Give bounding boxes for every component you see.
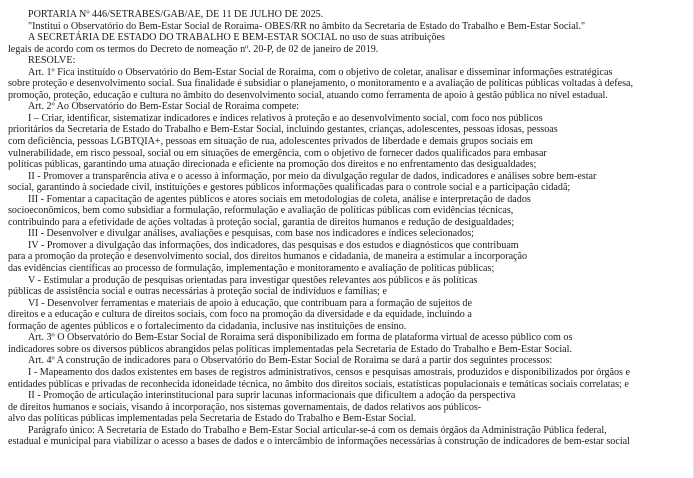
document-line: vulnerabilidade, em risco pessoal, social ou em situações de emergência, com o objetivo de fornecer dados qualificados para embasar [8, 147, 547, 159]
document-line: de direitos humanos e sociais, visando à incorporação, nos sistemas governamentais, de dados relativos aos públicos- [8, 401, 482, 413]
document-line: social, garantindo à sociedade civil, instituições e gestores públicos informações qualificadas para o controle social e a participação cidadã; [8, 182, 571, 194]
document-line: políticas públicas, garantindo uma atuação direcionada e eficiente na promoção dos direitos e no enfrentamento das desigualdades; [8, 159, 537, 171]
document-line: V - Estimular a produção de pesquisas orientadas para investigar questões relevantes aos públicos e às políticas [28, 274, 478, 286]
document-line: contribuindo para a efetividade de ações voltadas à proteção social, garantia de direitos humanos e redução de desigualdades; [8, 216, 515, 228]
document-line: IV - Promover a divulgação das informações, dos indicadores, das pesquisas e dos estudos e diagnósticos que contribuam [28, 239, 519, 251]
document-line: alvo das políticas públicas implementadas pela Secretaria de Estado do Trabalho e Bem-Estar Social. [8, 413, 417, 425]
document-line: direitos e a educação e cultura de direitos sociais, com foco na promoção da diversidade e da equidade, incluindo a [8, 309, 472, 321]
document-line: RESOLVE: [28, 55, 76, 67]
document-line: socioeconômicos, bem como subsidiar a formulação, reformulação e avaliação de políticas públicas com evidências técnicas, [8, 205, 514, 217]
document-line: PORTARIA Nº 446/SETRABES/GAB/AE, DE 11 DE JULHO DE 2025. [28, 9, 324, 20]
document-line: III - Fomentar a capacitação de agentes públicos e atores sociais em metodologias de coleta, análise e interpretação de dados [28, 193, 531, 205]
document-line: "Institui o Observatório do Bem-Estar Social de Roraima- OBES/RR no âmbito da Secretaria de Estado do Trabalho e Bem-Estar Social." [28, 20, 586, 32]
document-line: estadual e municipal para viabilizar o acesso a bases de dados e o intercâmbio de informações necessárias à construção de indicadores de bem-estar social [8, 436, 630, 448]
document-line: Art. 4º A construção de indicadores para o Observatório do Bem-Estar Social de Roraima se dará a partir dos seguintes processos: [28, 355, 553, 367]
document-line: Art. 1º Fica instituído o Observatório do Bem-Estar Social de Roraima, com o objetivo de coletar, analisar e disseminar informações estratégicas [28, 66, 613, 78]
document-line: II - Promoção de articulação interinstitucional para suprir lacunas informacionais que dificultem a adoção da perspectiva [28, 390, 516, 402]
document-line: Art. 3º O Observatório do Bem-Estar Social de Roraima será disponibilizado em forma de plataforma virtual de acesso público com os [28, 332, 573, 344]
document-line: VI - Desenvolver ferramentas e materiais de apoio à educação, que contribuam para a formação de sujeitos de [28, 297, 472, 309]
document-line: para a promoção da proteção e desenvolvimento social, dos direitos humanos e cidadania, de maneira a estimular a incorporação [8, 251, 528, 263]
document-line: Art. 2º Ao Observatório do Bem-Estar Social de Roraima compete: [28, 101, 300, 113]
portaria-document [8, 9, 690, 448]
document-line: sobre proteção e desenvolvimento social. Sua finalidade é subsidiar o planejamento, o monitoramento e a avaliação de políticas públicas voltadas à defesa, [8, 78, 634, 90]
document-line: das evidências científicas ao processo de formulação, implementação e monitoramento e avaliação de políticas públicas; [8, 263, 495, 275]
document-line: III - Desenvolver e divulgar análises, avaliações e pesquisas, com base nos indicadores e índices selecionados; [28, 228, 474, 240]
document-line: II - Promover a transparência ativa e o acesso à informação, por meio da divulgação regular de dados, indicadores e análises sobre bem-estar [28, 170, 597, 182]
document-line: Parágrafo único: A Secretaria de Estado do Trabalho e Bem-Estar Social articular-se-á com os demais órgãos da Administração Pública federal, [28, 424, 607, 436]
document-line: I – Criar, identificar, sistematizar indicadores e índices relativos à proteção e ao desenvolvimento social, com foco nos públicos [28, 112, 543, 124]
document-line: com deficiência, pessoas LGBTQIA+, pessoas em situação de rua, adolescentes privados de liberdade e demais grupos sociais em [8, 136, 533, 148]
document-line: prioritários da Secretaria de Estado do Trabalho e Bem-Estar Social, incluindo gestantes, crianças, adolescentes, pessoas idosas, pessoas [8, 124, 558, 136]
document-line: legais de acordo com os termos do Decreto de nomeação nº. 20-P, de 02 de janeiro de 2019. [8, 43, 379, 55]
document-line: formação de agentes públicos e o fortalecimento da cidadania, inclusive nas instituições de ensino. [8, 320, 407, 332]
page-bottom-edge [0, 473, 694, 478]
document-line: indicadores sobre os diversos públicos abrangidos pelas políticas implementadas pela Secretaria de Estado do Trabalho e Bem-Estar Social. [8, 343, 572, 355]
document-line: A SECRETÁRIA DE ESTADO DO TRABALHO E BEM-ESTAR SOCIAL no uso de suas atribuições [28, 32, 445, 44]
document-line: públicas de assistência social e outras necessárias à proteção social de indivíduos e famílias; e [8, 286, 387, 298]
document-line: promoção, proteção, educação e cultura no âmbito do desenvolvimento social, atuando como ferramenta de apoio à gestão pública no nível estadual. [8, 89, 608, 101]
document-line: entidades públicas e privadas de reconhecida idoneidade técnica, no âmbito dos direitos sociais, estatísticas populacionais e temáticas sociais correlatas; e [8, 378, 629, 390]
document-line: I - Mapeamento dos dados existentes em bases de registros administrativos, censos e pesquisas amostrais, produzidos e disponibilizados por órgãos e [28, 366, 630, 378]
